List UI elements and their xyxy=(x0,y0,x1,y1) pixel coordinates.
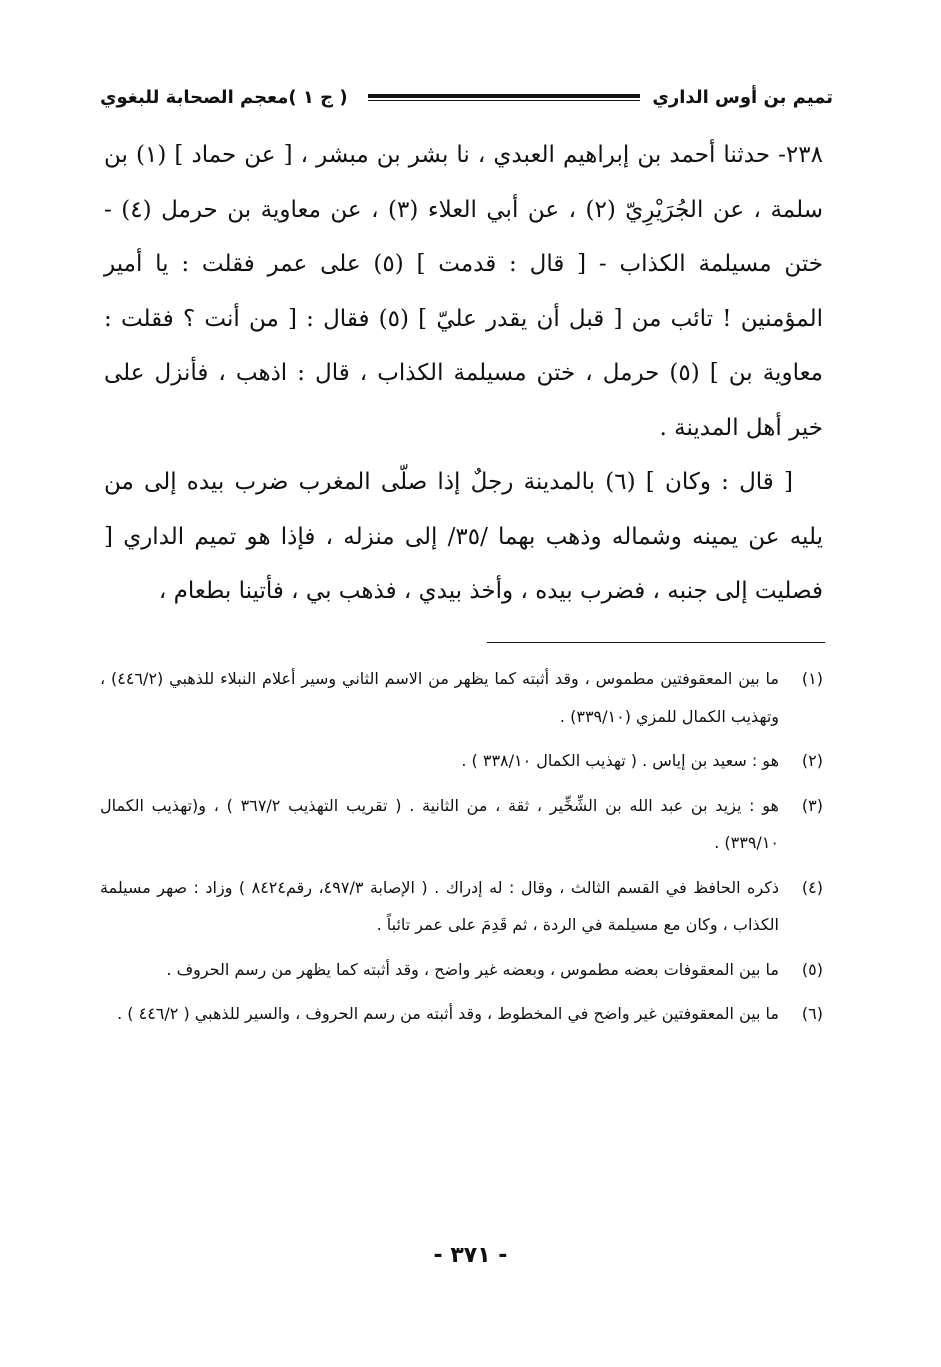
header-rule xyxy=(368,94,641,101)
footnote-text: ذكره الحافظ في القسم الثالث ، وقال : له إدراك . ( الإصابة ٤٩٧/٣، رقم٨٤٢٤ ) وزاد : صهر مسيلمة الكذاب ، وكان مع مسيلمة في الردة ، ثم قَدِمَ على عمر تائباً . xyxy=(100,877,780,934)
chapter-title: تميم بن أوس الداري xyxy=(652,86,833,108)
footnote-number: (١) xyxy=(801,669,823,688)
footnote-number: (٤) xyxy=(801,877,823,897)
footnote-number: (٢) xyxy=(801,751,823,770)
footnote-text: هو : يزيد بن عبد الله بن الشِّخِّير ، ثقة ، من الثانية . ( تقريب التهذيب ٣٦٧/٢ ) ، و(تهذيب الكمال ٣٣٩/١٠) . xyxy=(100,795,779,852)
footnote-1 xyxy=(100,660,823,735)
footnote-6 xyxy=(100,995,823,1033)
footnotes xyxy=(100,660,823,1040)
volume-label: ( ج ١ ) xyxy=(288,86,348,108)
page-number: - ٣٧١ - xyxy=(433,1243,508,1268)
main-text xyxy=(104,128,823,619)
footnote-number: (٥) xyxy=(801,959,823,979)
footnote-2 xyxy=(100,742,823,780)
footnote-text: ما بين المعقوفتين غير واضح في المخطوط ، وقد أثبته من رسم الحروف ، والسير للذهبي ( ٤٤٦/٢ ) . xyxy=(117,1004,779,1023)
paragraph-hadith-238: ٢٣٨- حدثنا أحمد بن إبراهيم العبدي ، نا بشر بن مبشر ، [ عن حماد ] (١) بن سلمة ، عن الجُرَيْرِيّ (٢) ، عن أبي العلاء (٣) ، عن معاوية بن حرمل (٤) - ختن مسيلمة الكذاب - [ قال : قدمت ] (٥) على عمر فقلت : يا أمير المؤمنين ! تائب من [ قبل أن يقدر عليّ ] (٥) فقال : [ من أنت ؟ فقلت : معاوية بن ] (٥) حرمل ، ختن مسيلمة الكذاب ، قال : اذهب ، فأنزل على خير أهل المدينة . xyxy=(104,142,823,441)
footnote-4 xyxy=(100,869,823,944)
footnote-number: (٣) xyxy=(801,795,823,815)
paragraph-continuation: [ قال : وكان ] (٦) بالمدينة رجلٌ إذا صلّى المغرب ضرب بيده إلى من يليه عن يمينه وشماله وذهب بهما /٣٥/ إلى منزله ، فإذا هو تميم الداري [ فصليت إلى جنبه ، فضرب بيده ، وأخذ بيدي ، فذهب بي ، فأتينا بطعام ، xyxy=(104,469,823,604)
footnote-separator xyxy=(487,642,825,643)
footnote-number: (٦) xyxy=(801,1004,823,1023)
footnote-5 xyxy=(100,951,823,989)
footnote-3 xyxy=(100,787,823,862)
footnote-text: هو : سعيد بن إياس . ( تهذيب الكمال ٣٣٨/١٠ ) . xyxy=(461,751,779,770)
footnote-text: ما بين المعقوفتين مطموس ، وقد أثبته كما يظهر من الاسم الثاني وسير أعلام النبلاء للذهبي (٤٤٦/٢) ، وتهذيب الكمال للمزي (٣٣٩/١٠) . xyxy=(100,669,779,726)
running-header xyxy=(100,80,833,114)
footnote-text: ما بين المعقوفات بعضه مطموس ، وبعضه غير واضح ، وقد أثبته كما يظهر من رسم الحروف . xyxy=(166,959,779,979)
book-title: معجم الصحابة للبغوي xyxy=(100,86,289,108)
